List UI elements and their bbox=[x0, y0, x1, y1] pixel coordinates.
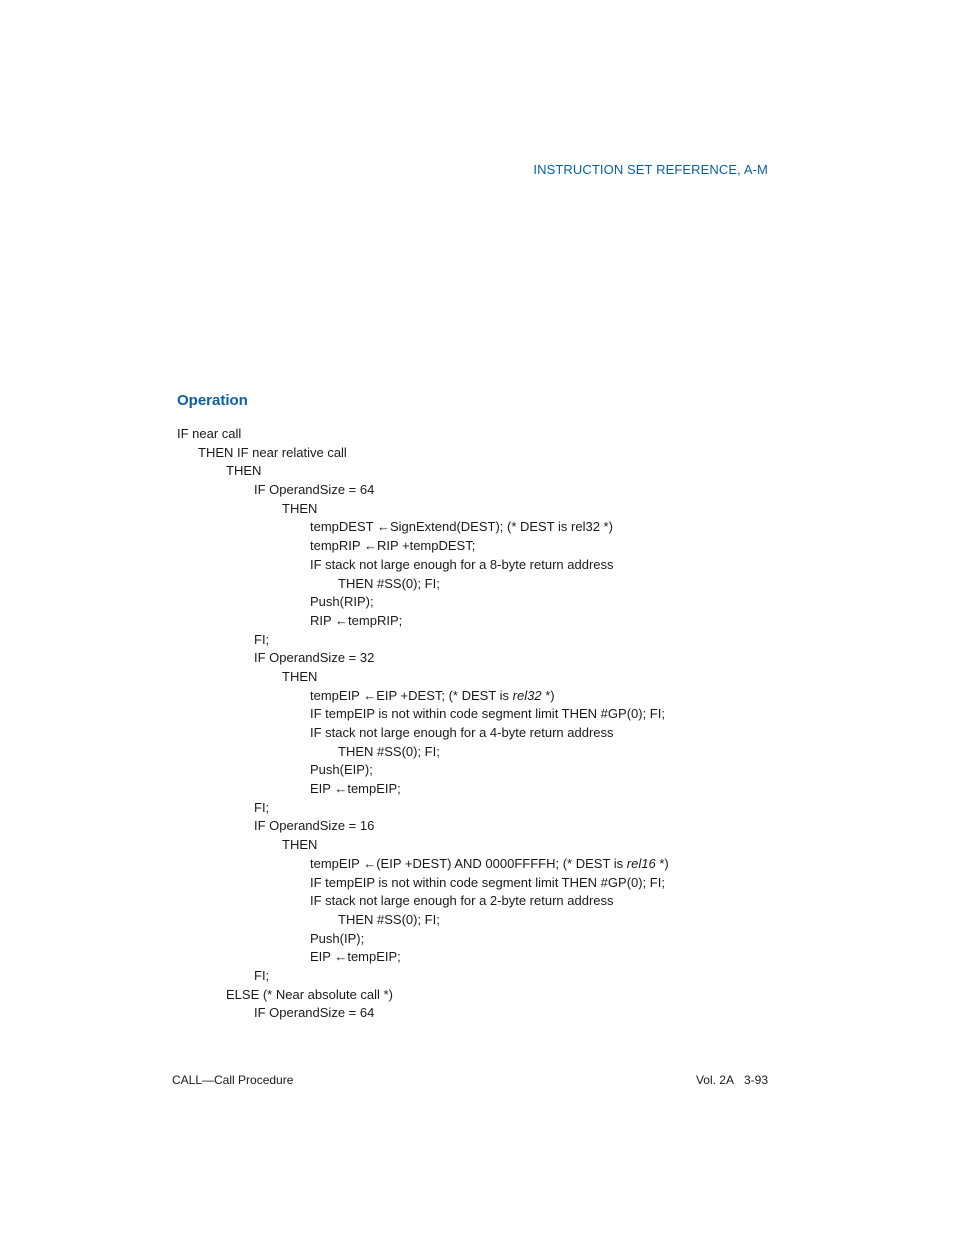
code-line bbox=[177, 986, 777, 1005]
code-italic-term: rel32 bbox=[512, 687, 542, 703]
code-text: IF OperandSize = 64 bbox=[254, 482, 375, 498]
code-text: ELSE (* Near absolute call *) bbox=[226, 986, 393, 1002]
code-text: THEN #SS(0); FI; bbox=[338, 575, 440, 591]
code-text: THEN bbox=[282, 837, 318, 853]
code-line bbox=[177, 911, 777, 930]
code-line bbox=[177, 537, 777, 556]
code-line bbox=[177, 425, 777, 444]
code-line bbox=[177, 1004, 777, 1023]
code-text: THEN bbox=[282, 668, 318, 684]
code-text: EIP ←tempEIP; bbox=[310, 949, 401, 965]
code-text: Push(RIP); bbox=[310, 594, 374, 610]
code-line bbox=[177, 743, 777, 762]
footer-title: CALL—Call Procedure bbox=[172, 1073, 294, 1087]
code-text: THEN #SS(0); FI; bbox=[338, 743, 440, 759]
code-text: tempRIP ←RIP +tempDEST; bbox=[310, 538, 476, 554]
code-text: IF stack not large enough for a 2-byte return address bbox=[310, 893, 614, 909]
code-text: FI; bbox=[254, 967, 270, 983]
code-line bbox=[177, 836, 777, 855]
code-text: EIP ←tempEIP; bbox=[310, 781, 401, 797]
section-title: Operation bbox=[177, 392, 248, 409]
code-text: Push(EIP); bbox=[310, 762, 373, 778]
code-line bbox=[177, 631, 777, 650]
code-text: THEN bbox=[282, 500, 318, 516]
footer-volume: Vol. 2A bbox=[695, 1073, 734, 1087]
code-text: IF near call bbox=[177, 426, 242, 441]
code-line bbox=[177, 575, 777, 594]
code-line bbox=[177, 462, 777, 481]
code-line bbox=[177, 705, 777, 724]
code-line bbox=[177, 855, 777, 874]
code-line bbox=[177, 967, 777, 986]
code-text: FI; bbox=[254, 631, 270, 647]
code-text: IF stack not large enough for a 8-byte return address bbox=[310, 556, 614, 572]
code-line bbox=[177, 556, 777, 575]
code-line bbox=[177, 481, 777, 500]
code-text: RIP ←tempRIP; bbox=[310, 612, 403, 628]
pseudocode-block bbox=[177, 425, 777, 1023]
code-line bbox=[177, 780, 777, 799]
code-line bbox=[177, 799, 777, 818]
code-line bbox=[177, 649, 777, 668]
code-line bbox=[177, 817, 777, 836]
code-line bbox=[177, 761, 777, 780]
code-text: IF stack not large enough for a 4-byte return address bbox=[310, 725, 614, 740]
code-text: THEN #SS(0); FI; bbox=[338, 911, 440, 927]
code-italic-term: rel16 bbox=[626, 855, 656, 871]
code-line bbox=[177, 930, 777, 949]
code-line bbox=[177, 687, 777, 706]
code-line bbox=[177, 593, 777, 612]
code-text: IF tempEIP is not within code segment limit THEN #GP(0); FI; bbox=[310, 874, 665, 890]
code-text: tempEIP ←(EIP +DEST) AND 0000FFFFH; (* DEST is bbox=[310, 855, 627, 871]
code-text: tempEIP ←EIP +DEST; (* DEST is bbox=[310, 687, 513, 703]
code-line bbox=[177, 724, 777, 743]
code-text: FI; bbox=[254, 799, 270, 815]
code-text: THEN IF near relative call bbox=[198, 444, 347, 460]
code-text: IF OperandSize = 32 bbox=[254, 650, 375, 666]
code-line bbox=[177, 444, 777, 463]
code-line bbox=[177, 518, 777, 537]
footer-page-info bbox=[696, 1073, 768, 1087]
code-text: THEN bbox=[226, 463, 262, 479]
code-line bbox=[177, 948, 777, 967]
code-text: IF OperandSize = 16 bbox=[254, 818, 375, 834]
code-text-after: *) bbox=[541, 687, 555, 703]
footer-page-number: 3-93 bbox=[743, 1073, 768, 1087]
code-line bbox=[177, 612, 777, 631]
code-line bbox=[177, 500, 777, 519]
code-text: IF tempEIP is not within code segment limit THEN #GP(0); FI; bbox=[310, 706, 665, 722]
code-text: IF OperandSize = 64 bbox=[254, 1005, 375, 1021]
code-line bbox=[177, 668, 777, 687]
code-text: Push(IP); bbox=[310, 930, 365, 946]
code-line bbox=[177, 892, 777, 911]
running-header: INSTRUCTION SET REFERENCE, A-M bbox=[533, 162, 768, 177]
code-text-after: *) bbox=[655, 855, 669, 871]
code-text: tempDEST ←SignExtend(DEST); (* DEST is rel32 *) bbox=[310, 519, 613, 535]
code-line bbox=[177, 874, 777, 893]
